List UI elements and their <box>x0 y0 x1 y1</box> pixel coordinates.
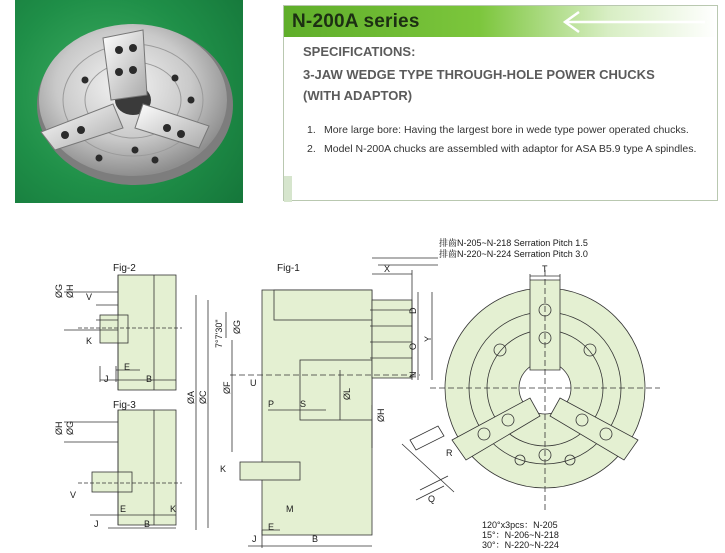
series-title: N-200A series <box>292 11 420 32</box>
svg-text:D: D <box>408 307 418 314</box>
note-line: 30°：N-220~N-224 <box>482 540 559 550</box>
spec-subheading: 3-JAW WEDGE TYPE THROUGH-HOLE POWER CHUCKS <box>303 67 655 82</box>
svg-text:K: K <box>86 336 93 346</box>
panel-corner-accent <box>284 176 292 202</box>
fig2-section <box>64 275 182 390</box>
svg-text:Q: Q <box>428 494 436 504</box>
svg-text:P: P <box>268 399 275 409</box>
svg-text:ØH: ØH <box>54 421 64 435</box>
svg-text:N: N <box>408 371 418 378</box>
svg-text:S: S <box>300 399 307 409</box>
product-photo <box>15 0 243 203</box>
svg-text:ØH: ØH <box>65 284 75 298</box>
fig2-title: Fig-2 <box>113 263 136 274</box>
svg-text:E: E <box>268 522 275 532</box>
svg-text:K: K <box>220 464 227 474</box>
svg-text:B: B <box>144 519 151 529</box>
svg-text:Y: Y <box>423 335 433 342</box>
svg-text:ØG: ØG <box>54 283 64 298</box>
svg-text:O: O <box>408 342 418 350</box>
svg-text:M: M <box>286 504 294 514</box>
list-item: 1. More large bore: Having the largest bore in wede type power operated chucks. <box>307 124 689 136</box>
technical-drawing <box>0 230 725 553</box>
specification-panel <box>283 5 718 201</box>
svg-text:V: V <box>70 490 77 500</box>
svg-text:T: T <box>542 264 548 274</box>
svg-text:ØC: ØC <box>198 390 208 404</box>
svg-text:E: E <box>124 362 131 372</box>
fig3-title: Fig-3 <box>113 400 136 411</box>
svg-text:K: K <box>170 504 177 514</box>
note-line: 15°：N-206~N-218 <box>482 530 559 540</box>
fig1-title: Fig-1 <box>277 263 300 274</box>
svg-text:J: J <box>94 519 99 529</box>
serration-note-1: 排齒N-205~N-218 Serration Pitch 1.5 <box>439 238 588 248</box>
svg-text:J: J <box>104 374 109 384</box>
spec-list <box>307 121 712 159</box>
svg-text:7°7'30": 7°7'30" <box>214 319 224 348</box>
svg-text:ØL: ØL <box>342 387 352 400</box>
left-arrow-icon <box>559 10 709 34</box>
svg-text:B: B <box>146 374 153 384</box>
list-item: 2. Model N-200A chucks are assembled with adaptor for ASA B5.9 type A spindles. <box>307 143 697 155</box>
svg-text:J: J <box>252 534 257 544</box>
spec-subheading-adaptor: (WITH ADAPTOR) <box>303 88 413 103</box>
svg-text:ØG: ØG <box>65 420 75 435</box>
note-line: 120°x3pcs：N-205 <box>482 520 558 530</box>
svg-text:ØF: ØF <box>222 381 232 394</box>
spec-heading: SPECIFICATIONS: <box>303 44 416 59</box>
svg-text:ØH: ØH <box>376 408 386 422</box>
svg-text:R: R <box>446 448 453 458</box>
svg-text:X: X <box>384 264 391 274</box>
front-view <box>402 270 660 510</box>
svg-text:E: E <box>120 504 127 514</box>
power-chuck-image <box>15 0 243 203</box>
svg-text:ØG: ØG <box>232 319 242 334</box>
svg-text:U: U <box>250 378 257 388</box>
svg-text:V: V <box>86 292 93 302</box>
fig1-section <box>196 270 432 548</box>
svg-text:B: B <box>312 534 319 544</box>
series-title-bar <box>284 6 717 37</box>
svg-text:ØA: ØA <box>186 390 196 404</box>
serration-note-2: 排齒N-220~N-224 Serration Pitch 3.0 <box>439 249 588 259</box>
